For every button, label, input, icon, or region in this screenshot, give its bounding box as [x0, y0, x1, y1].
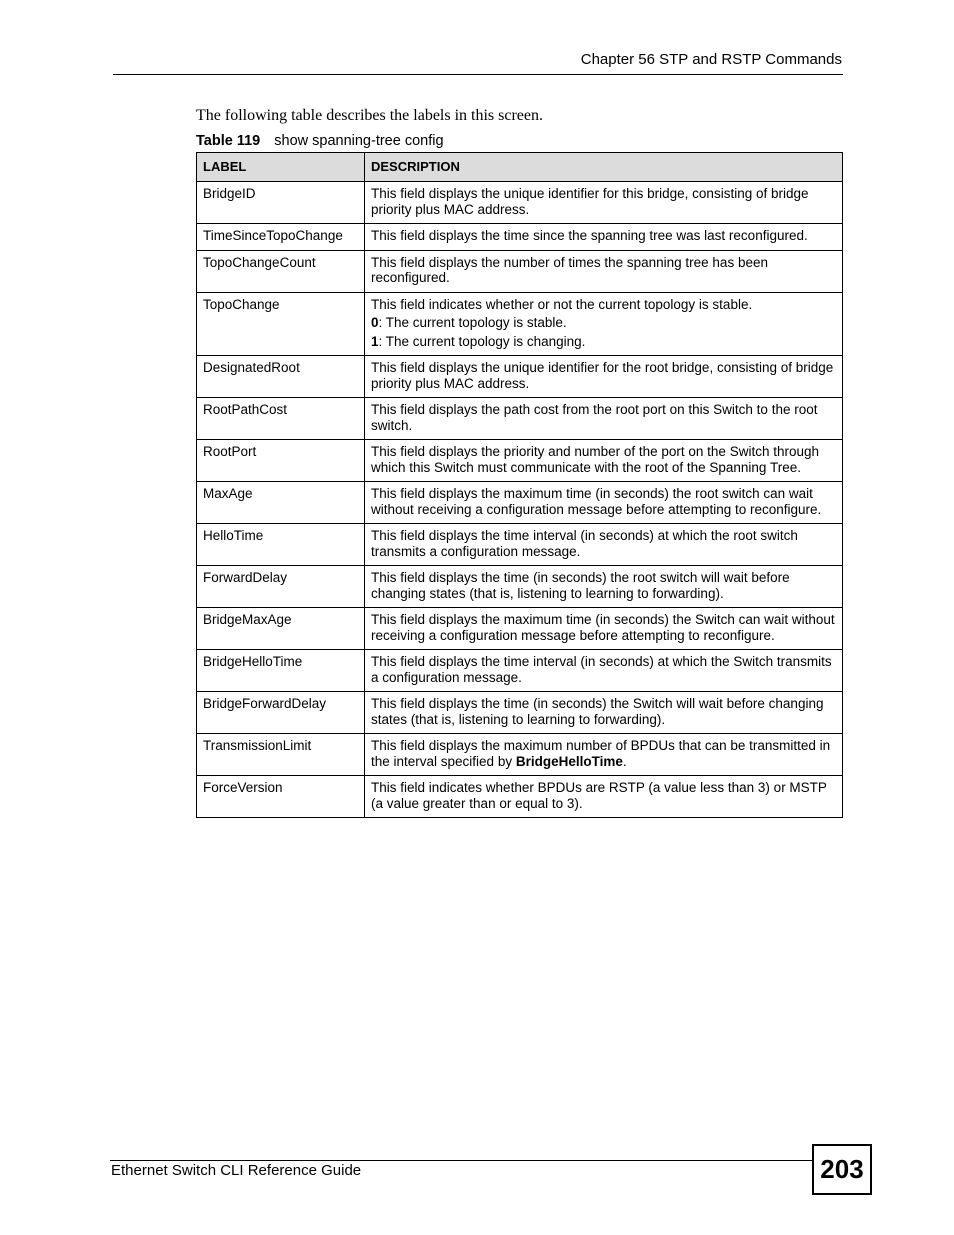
description-text: This field displays the maximum number of BPDUs that can be transmitted in the interval specified by	[371, 738, 831, 769]
table-row	[197, 224, 843, 251]
row-label: BridgeForwardDelay	[197, 692, 365, 734]
table-row	[197, 398, 843, 440]
row-label: BridgeHelloTime	[197, 650, 365, 692]
row-description: This field displays the time (in seconds) the Switch will wait before changing states (that is, listening to learning to forwarding).	[365, 692, 843, 734]
row-description: This field displays the priority and number of the port on the Switch through which this Switch must communicate with the root of the Spanning Tree.	[365, 440, 843, 482]
chapter-header: Chapter 56 STP and RSTP Commands	[580, 51, 842, 68]
row-description: This field displays the maximum time (in seconds) the Switch can wait without receiving a configuration message before attempting to reconfigure.	[365, 608, 843, 650]
row-label: RootPort	[197, 440, 365, 482]
row-label: TransmissionLimit	[197, 734, 365, 776]
row-label: TimeSinceTopoChange	[197, 224, 365, 251]
table-row	[197, 182, 843, 224]
header-description: DESCRIPTION	[365, 153, 843, 182]
row-description: This field displays the unique identifier for the root bridge, consisting of bridge priority plus MAC address.	[365, 356, 843, 398]
value-key: 1	[371, 333, 379, 349]
table-row	[197, 650, 843, 692]
table-number: Table 119	[196, 133, 261, 149]
description-emphasis: BridgeHelloTime	[515, 753, 623, 769]
table-row	[197, 776, 843, 818]
header-rule	[113, 74, 843, 75]
page-number: 203	[812, 1144, 872, 1195]
table-row	[197, 250, 843, 292]
row-description: This field displays the maximum time (in seconds) the root switch can wait without receiving a configuration message before attempting to reconfigure.	[365, 482, 843, 524]
value-line	[371, 334, 836, 350]
row-description: This field displays the unique identifier for this bridge, consisting of bridge priority plus MAC address.	[365, 182, 843, 224]
table-caption	[196, 133, 444, 149]
footer-rule	[110, 1160, 813, 1161]
table-row	[197, 734, 843, 776]
table-row	[197, 608, 843, 650]
row-description: This field displays the time (in seconds) the root switch will wait before changing states (that is, listening to learning to forwarding).	[365, 566, 843, 608]
table-header-row	[197, 153, 843, 182]
intro-text: The following table describes the labels in this screen.	[196, 107, 544, 124]
value-line	[371, 315, 836, 331]
value-text: : The current topology is changing.	[378, 333, 586, 349]
row-label: TopoChange	[197, 292, 365, 356]
row-description	[365, 734, 843, 776]
description-text: .	[622, 753, 627, 769]
row-label: BridgeMaxAge	[197, 608, 365, 650]
row-label: ForceVersion	[197, 776, 365, 818]
value-text: : The current topology is stable.	[378, 315, 567, 330]
row-label: TopoChangeCount	[197, 250, 365, 292]
table-row	[197, 566, 843, 608]
table-row	[197, 482, 843, 524]
row-description: This field displays the time interval (in seconds) at which the root switch transmits a configuration message.	[365, 524, 843, 566]
row-description	[365, 292, 843, 356]
labels-table	[196, 152, 843, 818]
row-description: This field displays the time interval (in seconds) at which the Switch transmits a configuration message.	[365, 650, 843, 692]
row-label: HelloTime	[197, 524, 365, 566]
row-description: This field indicates whether BPDUs are RSTP (a value less than 3) or MSTP (a value greater than or equal to 3).	[365, 776, 843, 818]
row-label: ForwardDelay	[197, 566, 365, 608]
table-row	[197, 440, 843, 482]
row-label: BridgeID	[197, 182, 365, 224]
row-label: DesignatedRoot	[197, 356, 365, 398]
row-label: RootPathCost	[197, 398, 365, 440]
row-description: This field displays the time since the spanning tree was last reconfigured.	[365, 224, 843, 251]
row-description: This field displays the number of times the spanning tree has been reconfigured.	[365, 250, 843, 292]
header-label: LABEL	[197, 153, 365, 182]
table-row	[197, 292, 843, 356]
row-label: MaxAge	[197, 482, 365, 524]
row-description-text: This field indicates whether or not the current topology is stable.	[371, 296, 753, 312]
table-title: show spanning-tree config	[274, 133, 444, 149]
row-description: This field displays the path cost from the root port on this Switch to the root switch.	[365, 398, 843, 440]
table-row	[197, 356, 843, 398]
table-row	[197, 524, 843, 566]
table-row	[197, 692, 843, 734]
footer-title: Ethernet Switch CLI Reference Guide	[111, 1162, 362, 1179]
value-key: 0	[371, 315, 379, 330]
